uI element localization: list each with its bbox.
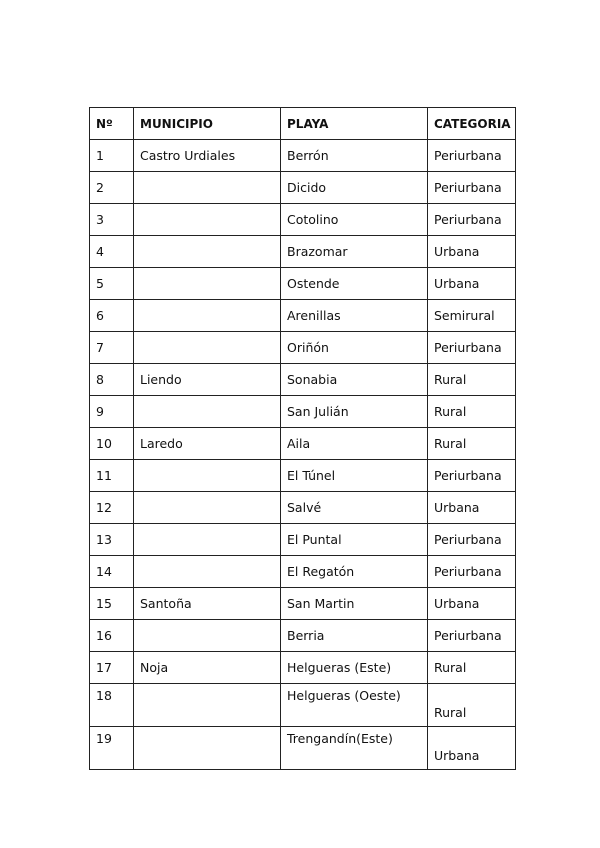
- cell-municipio: [134, 727, 281, 770]
- cell-categoria: Periurbana: [428, 172, 516, 204]
- header-categoria: CATEGORIA: [428, 108, 516, 140]
- cell-playa: Sonabia: [281, 364, 428, 396]
- cell-playa: Helgueras (Este): [281, 652, 428, 684]
- cell-categoria: Urbana: [428, 492, 516, 524]
- table-row: [90, 172, 516, 204]
- cell-municipio: [134, 460, 281, 492]
- cell-num: 16: [90, 620, 134, 652]
- cell-municipio: Noja: [134, 652, 281, 684]
- table-row: [90, 524, 516, 556]
- cell-municipio: Laredo: [134, 428, 281, 460]
- cell-num: 6: [90, 300, 134, 332]
- cell-playa: San Julián: [281, 396, 428, 428]
- cell-municipio: [134, 492, 281, 524]
- cell-playa: Aila: [281, 428, 428, 460]
- cell-categoria: Periurbana: [428, 332, 516, 364]
- table-row: [90, 268, 516, 300]
- cell-categoria: Rural: [428, 684, 516, 727]
- table-row: [90, 727, 516, 770]
- cell-categoria: Urbana: [428, 268, 516, 300]
- cell-municipio: [134, 300, 281, 332]
- table-row: [90, 556, 516, 588]
- cell-categoria: Rural: [428, 428, 516, 460]
- cell-playa: Cotolino: [281, 204, 428, 236]
- table-row: [90, 652, 516, 684]
- table-row: [90, 396, 516, 428]
- cell-categoria: Rural: [428, 652, 516, 684]
- cell-num: 4: [90, 236, 134, 268]
- table-row: [90, 332, 516, 364]
- cell-municipio: [134, 236, 281, 268]
- cell-num: 15: [90, 588, 134, 620]
- cell-playa: Berria: [281, 620, 428, 652]
- cell-municipio: [134, 172, 281, 204]
- cell-num: 8: [90, 364, 134, 396]
- table-row: [90, 204, 516, 236]
- cell-playa: Ostende: [281, 268, 428, 300]
- cell-categoria: Rural: [428, 364, 516, 396]
- table-row: [90, 620, 516, 652]
- table-body: [90, 140, 516, 770]
- table-row: [90, 588, 516, 620]
- cell-categoria: Periurbana: [428, 140, 516, 172]
- cell-categoria: Urbana: [428, 588, 516, 620]
- cell-municipio: Liendo: [134, 364, 281, 396]
- cell-municipio: [134, 396, 281, 428]
- cell-playa: Berrón: [281, 140, 428, 172]
- cell-playa: Helgueras (Oeste): [281, 684, 428, 727]
- cell-playa: Oriñón: [281, 332, 428, 364]
- cell-num: 11: [90, 460, 134, 492]
- cell-num: 9: [90, 396, 134, 428]
- cell-categoria: Periurbana: [428, 524, 516, 556]
- cell-playa: Salvé: [281, 492, 428, 524]
- cell-num: 17: [90, 652, 134, 684]
- cell-municipio: Castro Urdiales: [134, 140, 281, 172]
- cell-municipio: [134, 204, 281, 236]
- cell-categoria: Rural: [428, 396, 516, 428]
- cell-num: 13: [90, 524, 134, 556]
- cell-categoria: Periurbana: [428, 204, 516, 236]
- cell-num: 2: [90, 172, 134, 204]
- cell-num: 14: [90, 556, 134, 588]
- cell-municipio: Santoña: [134, 588, 281, 620]
- cell-num: 10: [90, 428, 134, 460]
- table-row: [90, 236, 516, 268]
- cell-num: 5: [90, 268, 134, 300]
- beaches-table: [89, 107, 516, 770]
- table-row: [90, 300, 516, 332]
- cell-playa: El Puntal: [281, 524, 428, 556]
- cell-categoria: Urbana: [428, 236, 516, 268]
- header-num: Nº: [90, 108, 134, 140]
- cell-categoria: Semirural: [428, 300, 516, 332]
- cell-num: 1: [90, 140, 134, 172]
- table-row: [90, 428, 516, 460]
- table-row: [90, 684, 516, 727]
- cell-playa: Trengandín(Este): [281, 727, 428, 770]
- cell-playa: El Túnel: [281, 460, 428, 492]
- cell-categoria: Periurbana: [428, 460, 516, 492]
- table-row: [90, 492, 516, 524]
- header-municipio: MUNICIPIO: [134, 108, 281, 140]
- table-header-row: [90, 108, 516, 140]
- cell-municipio: [134, 332, 281, 364]
- cell-playa: Brazomar: [281, 236, 428, 268]
- cell-num: 18: [90, 684, 134, 727]
- cell-num: 19: [90, 727, 134, 770]
- cell-playa: Arenillas: [281, 300, 428, 332]
- cell-categoria: Urbana: [428, 727, 516, 770]
- cell-num: 12: [90, 492, 134, 524]
- cell-num: 7: [90, 332, 134, 364]
- cell-categoria: Periurbana: [428, 620, 516, 652]
- cell-playa: San Martin: [281, 588, 428, 620]
- table-row: [90, 460, 516, 492]
- table-row: [90, 364, 516, 396]
- table-row: [90, 140, 516, 172]
- cell-num: 3: [90, 204, 134, 236]
- cell-municipio: [134, 556, 281, 588]
- cell-municipio: [134, 620, 281, 652]
- cell-municipio: [134, 524, 281, 556]
- header-playa: PLAYA: [281, 108, 428, 140]
- cell-municipio: [134, 268, 281, 300]
- cell-municipio: [134, 684, 281, 727]
- cell-categoria: Periurbana: [428, 556, 516, 588]
- cell-playa: Dicido: [281, 172, 428, 204]
- cell-playa: El Regatón: [281, 556, 428, 588]
